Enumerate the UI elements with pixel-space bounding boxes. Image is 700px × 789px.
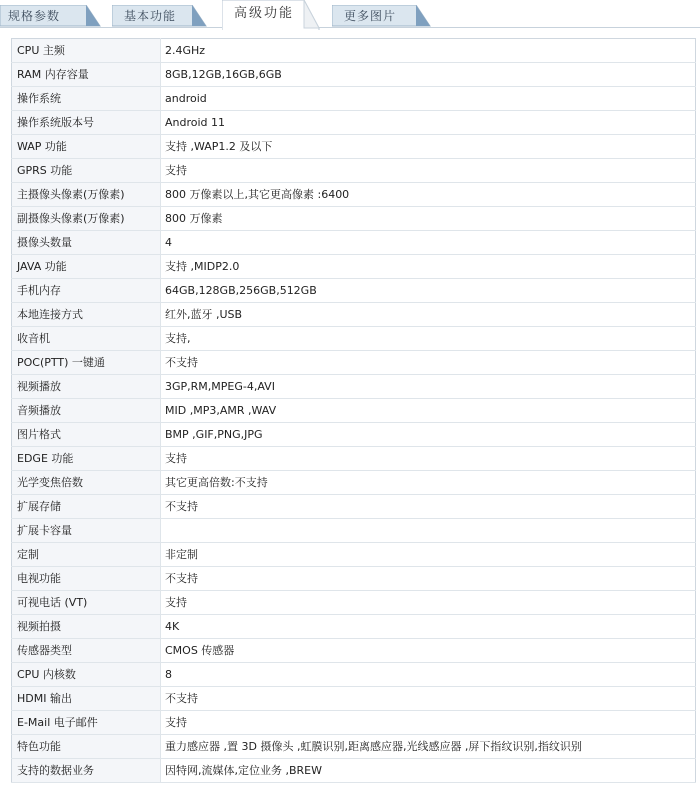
spec-row: [12, 615, 696, 639]
spec-row: [12, 279, 696, 303]
spec-row: [12, 63, 696, 87]
spec-row: [12, 543, 696, 567]
spec-label: 手机内存: [12, 279, 161, 303]
spec-value: android: [161, 87, 696, 111]
spec-value: Android 11: [161, 111, 696, 135]
spec-value: 3GP,RM,MPEG-4,AVI: [161, 375, 696, 399]
spec-label: 主摄像头像素(万像素): [12, 183, 161, 207]
spec-label: CPU 内核数: [12, 663, 161, 687]
spec-row: [12, 159, 696, 183]
spec-label: 操作系统版本号: [12, 111, 161, 135]
spec-row: [12, 663, 696, 687]
spec-label: 特色功能: [12, 735, 161, 759]
spec-row: [12, 135, 696, 159]
spec-value: 4K: [161, 615, 696, 639]
spec-label: 光学变焦倍数: [12, 471, 161, 495]
spec-label: 可视电话 (VT): [12, 591, 161, 615]
spec-label: 操作系统: [12, 87, 161, 111]
spec-row: [12, 39, 696, 63]
spec-label: GPRS 功能: [12, 159, 161, 183]
spec-label: 传感器类型: [12, 639, 161, 663]
spec-row: [12, 495, 696, 519]
spec-row: [12, 423, 696, 447]
spec-label: 扩展存储: [12, 495, 161, 519]
spec-label: E-Mail 电子邮件: [12, 711, 161, 735]
spec-label: 定制: [12, 543, 161, 567]
spec-value: 支持: [161, 159, 696, 183]
spec-label: WAP 功能: [12, 135, 161, 159]
spec-row: [12, 351, 696, 375]
spec-value: 支持 ,MIDP2.0: [161, 255, 696, 279]
spec-row: [12, 375, 696, 399]
spec-label: 图片格式: [12, 423, 161, 447]
spec-value: 8GB,12GB,16GB,6GB: [161, 63, 696, 87]
spec-label: 摄像头数量: [12, 231, 161, 255]
spec-label: 视频播放: [12, 375, 161, 399]
spec-row: [12, 519, 696, 543]
tab-label: 更多图片: [344, 9, 397, 23]
spec-value: 支持: [161, 591, 696, 615]
spec-row: [12, 231, 696, 255]
spec-label: 音频播放: [12, 399, 161, 423]
spec-row: [12, 207, 696, 231]
spec-value: 因特网,流媒体,定位业务 ,BREW: [161, 759, 696, 783]
spec-row: [12, 87, 696, 111]
spec-value: 支持 ,WAP1.2 及以下: [161, 135, 696, 159]
tab-more-pictures[interactable]: [332, 5, 432, 27]
spec-label: 本地连接方式: [12, 303, 161, 327]
spec-label: RAM 内存容量: [12, 63, 161, 87]
spec-value: 不支持: [161, 567, 696, 591]
spec-row: [12, 327, 696, 351]
tab-advanced-functions[interactable]: [222, 0, 320, 31]
spec-value: 64GB,128GB,256GB,512GB: [161, 279, 696, 303]
spec-value: 8: [161, 663, 696, 687]
spec-label: 扩展卡容量: [12, 519, 161, 543]
spec-label: 副摄像头像素(万像素): [12, 207, 161, 231]
spec-label: JAVA 功能: [12, 255, 161, 279]
spec-row: [12, 255, 696, 279]
tab-bar: [0, 0, 700, 33]
spec-value: 不支持: [161, 351, 696, 375]
spec-value: 2.4GHz: [161, 39, 696, 63]
spec-value: 重力感应器 ,置 3D 摄像头 ,虹膜识别,距离感应器,光线感应器 ,屏下指纹识别,指纹识别: [161, 735, 696, 759]
spec-value: 红外,蓝牙 ,USB: [161, 303, 696, 327]
tab-label: 高级功能: [234, 6, 295, 21]
spec-value: BMP ,GIF,PNG,JPG: [161, 423, 696, 447]
spec-value: 800 万像素以上,其它更高像素 :6400: [161, 183, 696, 207]
spec-row: [12, 183, 696, 207]
spec-label: CPU 主频: [12, 39, 161, 63]
spec-row: [12, 111, 696, 135]
spec-row: [12, 711, 696, 735]
spec-row: [12, 687, 696, 711]
spec-value: 支持: [161, 447, 696, 471]
spec-label: EDGE 功能: [12, 447, 161, 471]
spec-label: 支持的数据业务: [12, 759, 161, 783]
spec-value: MID ,MP3,AMR ,WAV: [161, 399, 696, 423]
tab-basic-functions[interactable]: [112, 5, 208, 27]
spec-label: 收音机: [12, 327, 161, 351]
spec-label: 电视功能: [12, 567, 161, 591]
spec-value: [161, 519, 696, 543]
spec-value: 不支持: [161, 687, 696, 711]
spec-value: 4: [161, 231, 696, 255]
spec-label: POC(PTT) 一键通: [12, 351, 161, 375]
tab-label: 基本功能: [124, 9, 177, 23]
spec-label: HDMI 输出: [12, 687, 161, 711]
spec-value: 支持: [161, 711, 696, 735]
spec-row: [12, 303, 696, 327]
spec-table-body: [12, 39, 696, 783]
tab-label: 规格参数: [8, 9, 61, 23]
spec-table: [11, 38, 696, 783]
spec-row: [12, 735, 696, 759]
spec-row: [12, 447, 696, 471]
spec-row: [12, 591, 696, 615]
spec-label: 视频拍摄: [12, 615, 161, 639]
spec-row: [12, 639, 696, 663]
spec-value: 支持,: [161, 327, 696, 351]
spec-value: 其它更高倍数:不支持: [161, 471, 696, 495]
spec-value: 非定制: [161, 543, 696, 567]
spec-row: [12, 471, 696, 495]
spec-value: 800 万像素: [161, 207, 696, 231]
tab-baseline: [0, 27, 700, 28]
spec-row: [12, 759, 696, 783]
spec-value: CMOS 传感器: [161, 639, 696, 663]
spec-row: [12, 567, 696, 591]
tab-spec-params[interactable]: [0, 5, 102, 27]
spec-row: [12, 399, 696, 423]
spec-value: 不支持: [161, 495, 696, 519]
